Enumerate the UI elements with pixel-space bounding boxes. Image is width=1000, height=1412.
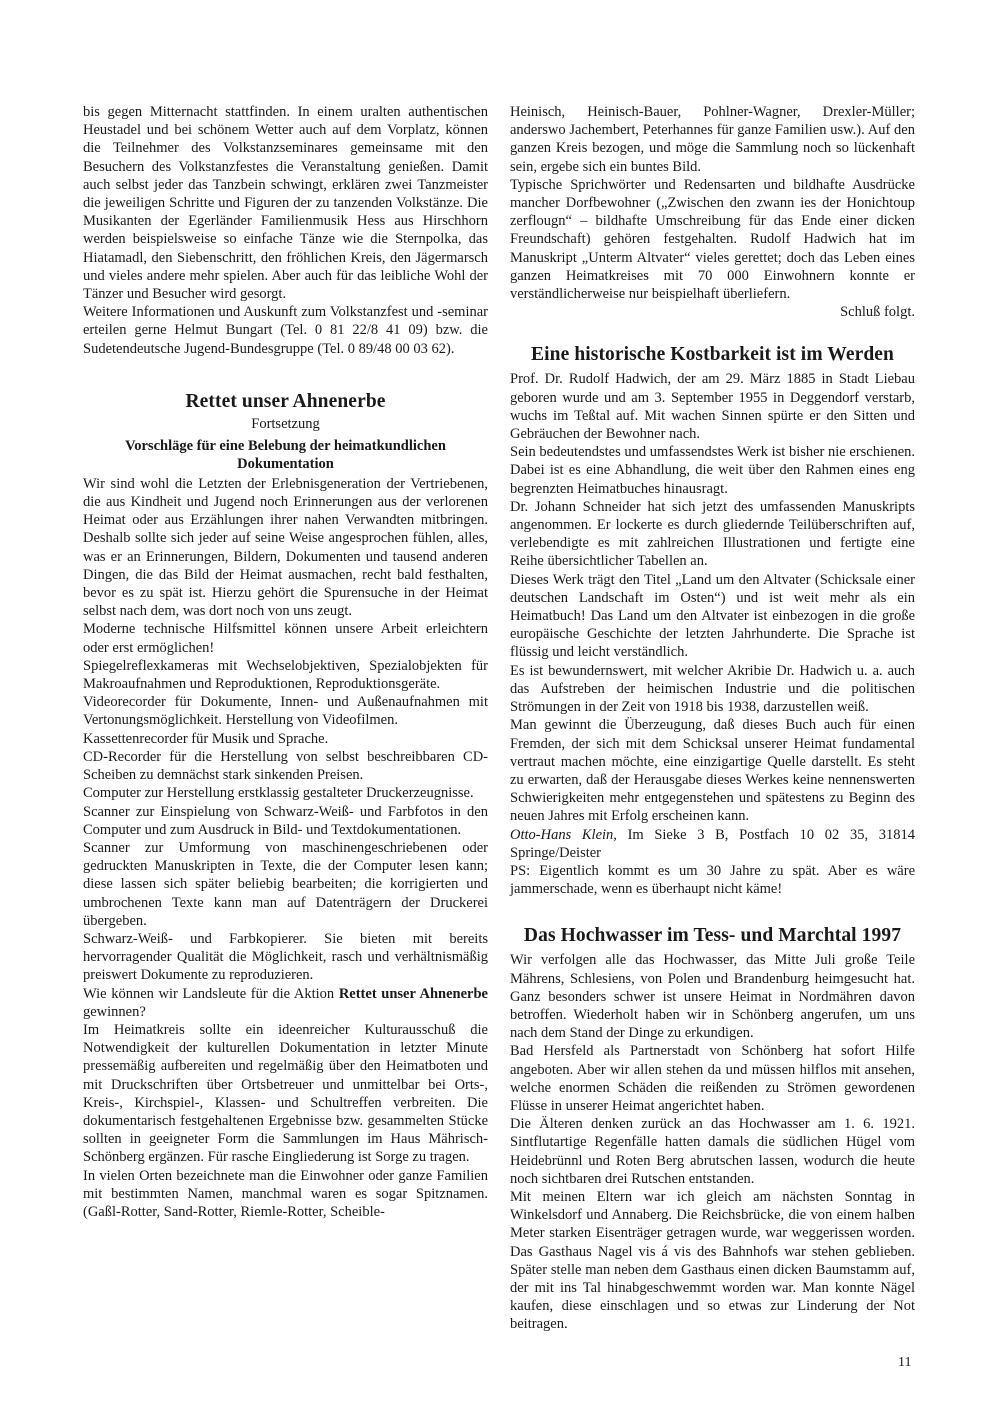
author-name: Otto-Hans Klein, (510, 826, 617, 843)
text-paragraph: Es ist bewundernswert, mit welcher Akribie Dr. Hadwich u. a. auch das Aufstreben der heimischen Industrie und die politischen Strömungen in der Zeit von 1918 bis 1938, darzustellen weiß. (510, 662, 915, 716)
text-paragraph: Scanner zur Umformung von maschinengeschriebenen oder gedruckten Manuskripten in Texte, die der Computer lesen kann; diese lassen sich später beliebig bearbeiten; die korrigierten und umbrochenen Texte kann man auf Datenträgern der Druckerei übergeben. (83, 839, 488, 929)
text-paragraph: Im Heimatkreis sollte ein ideenreicher Kulturausschuß die Notwendigkeit der kulturellen Dokumentation in letzter Minute pressemäßig aufbereiten und regelmäßig über den Heimatboten und mit Druckschriften über Ortsbetreuer und unmittelbar bei Orts-, Kreis-, Kirchspiel-, Klassen- und Schultreffen verbreiten. Die dokumentarisch festgehaltenen Ergebnisse bzw. gesammelten Stücke sollten in geeigneter Form die Sammlungen im Haus Mährisch-Schönberg ergänzen. Für rasche Eingliederung ist Sorge zu tragen. (83, 1021, 488, 1166)
text-paragraph: Sein bedeutendstes und umfassendstes Werk ist bisher nie erschienen. Dabei ist es eine Abhandlung, die weit über den Rahmen eines eng begrenzten Heimatbuches hinausragt. (510, 444, 915, 497)
text-paragraph: Schwarz-Weiß- und Farbkopierer. Sie bieten mit bereits hervorragender Qualität die Möglichkeit, rasch und verhältnismäßig preiswert Dokumente zu reproduzieren. (83, 930, 488, 984)
text-paragraph: Scanner zur Einspielung von Schwarz-Weiß- und Farbfotos in den Computer und zum Ausdruck in Bild- und Textdokumentationen. (83, 803, 488, 838)
text-paragraph: Weitere Informationen und Auskunft zum Volkstanzfest und -seminar erteilen gerne Helmut Bungart (Tel. 0 81 22/8 41 09) bzw. die Sudetendeutsche Jugend-Bundesgruppe (Tel. 0 89/48 00 03 62). (83, 304, 488, 357)
article-continuation: Fortsetzung (251, 415, 320, 432)
text-paragraph: Prof. Dr. Rudolf Hadwich, der am 29. März 1885 in Stadt Liebau geboren wurde und am 3. September 1955 in Deggendorf verstarb, wuchs im Teßtal auf. Mit wachen Sinnen spürte er den Sitten und Gebräuchen der Bewohner nach. (510, 371, 915, 443)
text-paragraph: In vielen Orten bezeichnete man die Einwohner oder ganze Familien mit bestimmten Namen, manchmal waren es sogar Spitznamen. (Gaßl-Rotter, Sand-Rotter, Riemle-Rotter, Scheible- (83, 1167, 488, 1220)
article-subtitle: Vorschläge für eine Belebung der heimatkundlichen Dokumentation (125, 437, 446, 472)
text-paragraph: Typische Sprichwörter und Redensarten und bildhafte Ausdrücke mancher Dorfbewohner („Zwischen den zwann ies der Honichtoup zerflougn“ – bildhafte Umschreibung für das Ende einer dicken Freundschaft) gehören festgehalten. Rudolf Hadwich hat im Manuskript „Unterm Altvater“ vieles gerettet; doch das Leben eines ganzen Heimatkreises mit 70 000 Einwohnern konnte er verständlicherweise nur beispielhaft überliefern. (510, 176, 915, 303)
text-paragraph: Videorecorder für Dokumente, Innen- und Außenaufnahmen mit Vertonungsmöglichkeit. Herstellung von Videofilmen. (83, 694, 488, 729)
question-bold: Rettet unser Ahnenerbe (338, 985, 488, 1002)
article-title: Rettet unser Ahnenerbe (185, 390, 386, 412)
text-paragraph: Kassettenrecorder für Musik und Sprache. (83, 730, 329, 747)
text-paragraph: Man gewinnt die Überzeugung, daß dieses Buch auch für einen Fremden, der sich mit dem Schicksal unserer Heimat fundamental vertraut machen möchte, eine einzigartige Quelle darstellt. Es steht zu erwarten, daß der Herausgabe dieses Werkes keine nennenswerten Schwierigkeiten mehr entgegenstehen und spätestens zu Beginn des neuen Jahres mit Erfolg erscheinen kann. (510, 717, 915, 825)
text-paragraph: Heinisch, Heinisch-Bauer, Pohlner-Wagner, Drexler-Müller; anderswo Jachembert, Peterhannes für ganze Familien usw.). Auf den ganzen Kreis bezogen, und möge die Sammlung noch so lückenhaft sein, ergebe sich ein buntes Bild. (510, 104, 915, 175)
text-paragraph: Dr. Johann Schneider hat sich jetzt des umfassenden Manuskripts angenommen. Er lockerte es durch gliedernde Teilüberschriften auf, verlebendigte es mit zahlreichen Illustrationen und fertigte eine Reihe übersichtlicher Tabellen an. (510, 498, 915, 570)
to-be-continued: Schluß folgt. (840, 304, 915, 321)
right-column (510, 103, 915, 1334)
text-paragraph: Mit meinen Eltern war ich gleich am nächsten Sonntag in Winkelsdorf und Annaberg. Die Reichsbrücke, die von einem halben Meter starken Eisenträger getragen wurde, war weggerissen worden. Das Gasthaus Nagel vis á vis des Bahnhofs war stehen geblieben. Später stelle man neben dem Gasthaus einen dicken Baumstamm auf, der mit ins Tal hinabgeschwemmt worden war. Man konnte Nägel kaufen, diese einschlagen und so etwas zur Linderung der Not beitragen. (510, 1188, 915, 1333)
author-line (510, 826, 915, 862)
left-column (83, 103, 488, 1221)
article-title: Eine historische Kostbarkeit ist im Werden (531, 344, 894, 366)
text-paragraph: Wir verfolgen alle das Hochwasser, das Mitte Juli große Teile Mährens, Schlesiens, von Polen und Brandenburg heimgesucht hat. Ganz besonders schwer ist unsere Heimat in Nordmähren davon betroffen. Wiederholt haben wir in Schönberg angerufen, um uns nach dem Stand der Dinge zu erkundigen. (510, 952, 915, 1042)
text-paragraph: Spiegelreflexkameras mit Wechselobjektiven, Spezialobjekten für Makroaufnahmen und Reproduktionen, Reproduktionsgeräte. (83, 657, 488, 693)
question-prefix: Wie können wir Landsleute für die Aktion (83, 985, 339, 1002)
article-title: Das Hochwasser im Tess- und Marchtal 1997 (523, 925, 902, 947)
text-paragraph: bis gegen Mitternacht stattfinden. In einem uralten authentischen Heustadel und bei schönem Wetter auch auf dem Vorplatz, können die Teilnehmer des Volkstanzseminares gemeinsame mit den Besuchern des Volkstanzfestes die Veranstaltung genießen. Damit auch selbst jeder das Tanzbein schwingt, erklären zwei Tanzmeister die jeweiligen Schritte und Figuren der zu tanzenden Volkstänze. Die Musikanten der Egerländer Familienmusik Hess aus Hirschhorn werden beispielsweise so einfache Tänze wie die Sternpolka, das Hiatamadl, den Siebenschritt, den fröhlichen Kreis, den Jägermarsch und vieles andere mehr spielen. Aber auch für das leibliche Wohl der Tänzer und Besucher wird gesorgt. (83, 104, 488, 303)
page-number: 11 (898, 1355, 912, 1370)
postscript: PS: Eigentlich kommt es um 30 Jahre zu spät. Aber es wäre jammerschade, wenn es überhaupt nicht käme! (510, 862, 915, 898)
text-paragraph: Die Älteren denken zurück an das Hochwasser am 1. 6. 1921. Sintflutartige Regenfälle hatten damals die südlichen Hügel vom Heidebrünnl und Roten Berg abrutschen lassen, wodurch die heute noch sichtbaren drei Rutschen entstanden. (510, 1116, 915, 1187)
text-paragraph: Dieses Werk trägt den Titel „Land um den Altvater (Schicksale einer deutschen Landschaft im Osten“) und ist weit mehr als ein Heimatbuch! Das Land um den Altvater ist einbezogen in die große europäische Geschichte der letzten Jahrhunderte. Die Sprache ist flüssig und leicht verständlich. (510, 571, 915, 661)
author-address: Im Sieke 3 B, Postfach 10 02 35, 31814 Springe/Deister (510, 826, 915, 861)
text-paragraph: CD-Recorder für die Herstellung von selbst beschreibbaren CD-Scheiben zu demnächst stark sinkenden Preisen. (83, 748, 488, 784)
text-paragraph: Computer zur Herstellung erstklassig gestalteter Druckerzeugnisse. (83, 785, 474, 802)
question-suffix: gewinnen? (83, 1003, 146, 1020)
question-paragraph (83, 985, 488, 1021)
text-paragraph: Wir sind wohl die Letzten der Erlebnisgeneration der Vertriebenen, die aus Kindheit und Jugend noch Erinnerungen aus der verlorenen Heimat oder aus Erzählungen ihrer nahen Verwandten mitbringen. Deshalb sollte sich jeder auf seine Weise angesprochen fühlen, alles, was er an Erinnerungen, Bildern, Dokumenten und tausend anderen Dingen, die das Bild der Heimat ausmachen, recht bald festhalten, bevor es zu spät ist. Hierzu gehört die Spurensuche in der Heimat selbst nach dem, was dort noch von uns zeugt. (83, 475, 488, 620)
text-paragraph: Bad Hersfeld als Partnerstadt von Schönberg hat sofort Hilfe angeboten. Aber wir allen stehen da und müssen hilflos mit ansehen, welche enormen Schäden die reißenden zu Strömen gewordenen Flüsse in unserer Heimat angerichtet haben. (510, 1043, 915, 1114)
text-paragraph: Moderne technische Hilfsmittel können unsere Arbeit erleichtern oder erst ermöglichen! (83, 621, 488, 656)
